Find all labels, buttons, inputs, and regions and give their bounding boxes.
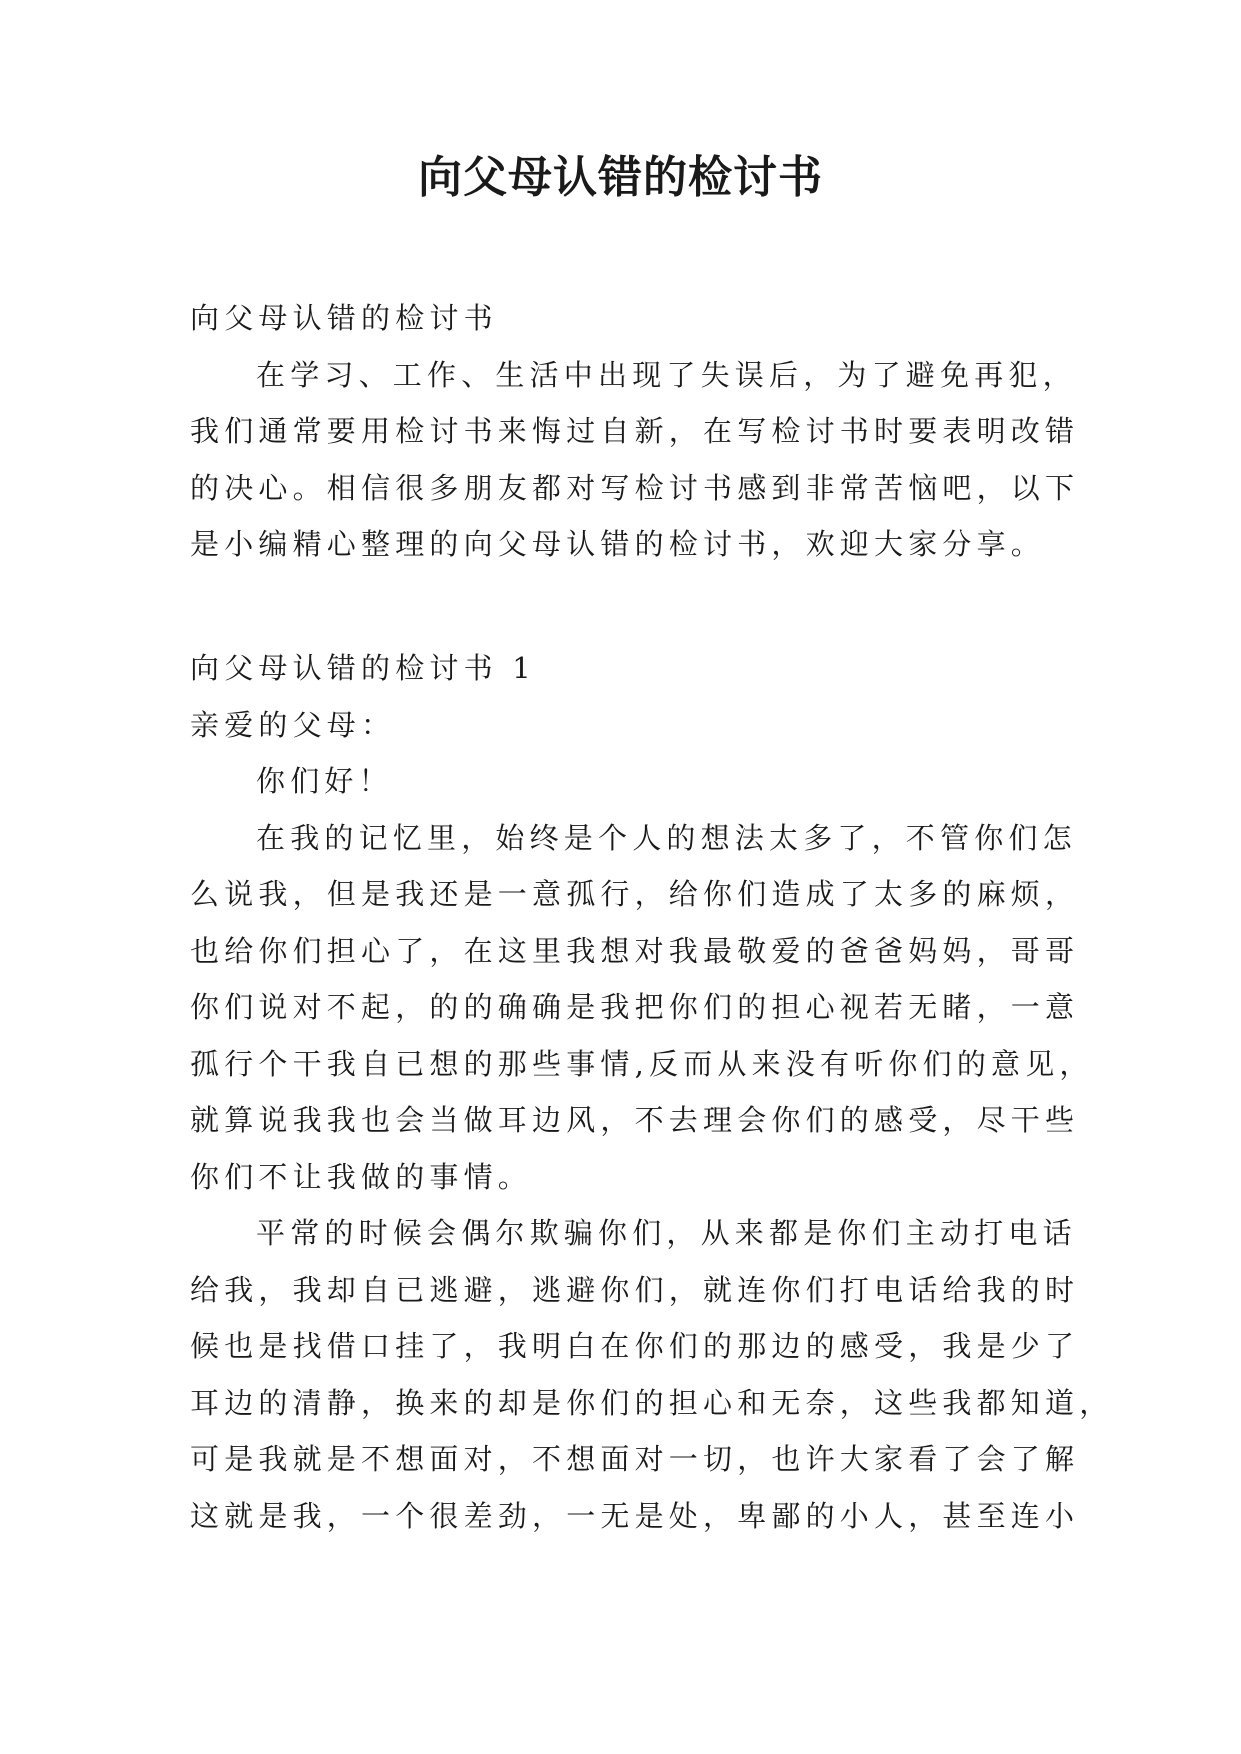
- greeting: 你们好！: [256, 764, 393, 798]
- paragraph-line: 候也是找借口挂了，我明白在你们的那边的感受，我是少了: [190, 1329, 1080, 1363]
- paragraph-line: 也给你们担心了，在这里我想对我最敬爱的爸爸妈妈，哥哥: [190, 933, 1080, 968]
- letter-section: [190, 640, 1114, 1544]
- intro-line: 在学习、工作、生活中出现了失误后，为了避免再犯，: [256, 357, 1077, 392]
- paragraph-line: 你们不让我做的事情。: [190, 1159, 533, 1194]
- paragraph-line: 可是我就是不想面对，不想面对一切，也许大家看了会了解: [190, 1442, 1080, 1476]
- paragraph-line: 孤行个干我自已想的那些事情,反而从来没有听你们的意见，: [190, 1046, 1094, 1081]
- intro-line: 是小编精心整理的向父母认错的检讨书，欢迎大家分享。: [190, 527, 1046, 561]
- intro-line: 的决心。相信很多朋友都对写检讨书感到非常苦恼吧，以下: [190, 470, 1080, 505]
- intro-line: 我们通常要用检讨书来悔过自新，在写检讨书时要表明改错: [190, 414, 1080, 448]
- paragraph-line: 就算说我我也会当做耳边风，不去理会你们的感受，尽干些: [190, 1103, 1080, 1137]
- section-heading: 向父母认错的检讨书 1: [190, 651, 536, 685]
- paragraph-line: 这就是我，一个很差劲，一无是处，卑鄙的小人，甚至连小: [190, 1498, 1080, 1533]
- paragraph-line: 平常的时候会偶尔欺骗你们，从来都是你们主动打电话: [256, 1216, 1077, 1250]
- salutation: 亲爱的父母：: [190, 707, 396, 742]
- paragraph-line: 你们说对不起，的的确确是我把你们的担心视若无睹，一意: [190, 990, 1080, 1024]
- paragraph-line: 给我，我却自已逃避，逃避你们，就连你们打电话给我的时: [190, 1272, 1080, 1307]
- paragraph-line: 耳边的清静，换来的却是你们的担心和无奈，这些我都知道，: [190, 1385, 1114, 1420]
- paragraph-line: 在我的记忆里，始终是个人的想法太多了，不管你们怎: [256, 820, 1077, 855]
- intro-section: [190, 290, 1080, 573]
- intro-heading: 向父母认错的检讨书: [190, 301, 498, 335]
- document-title: 向父母认错的检讨书: [418, 152, 823, 203]
- paragraph-line: 么说我，但是我还是一意孤行，给你们造成了太多的麻烦，: [190, 877, 1080, 911]
